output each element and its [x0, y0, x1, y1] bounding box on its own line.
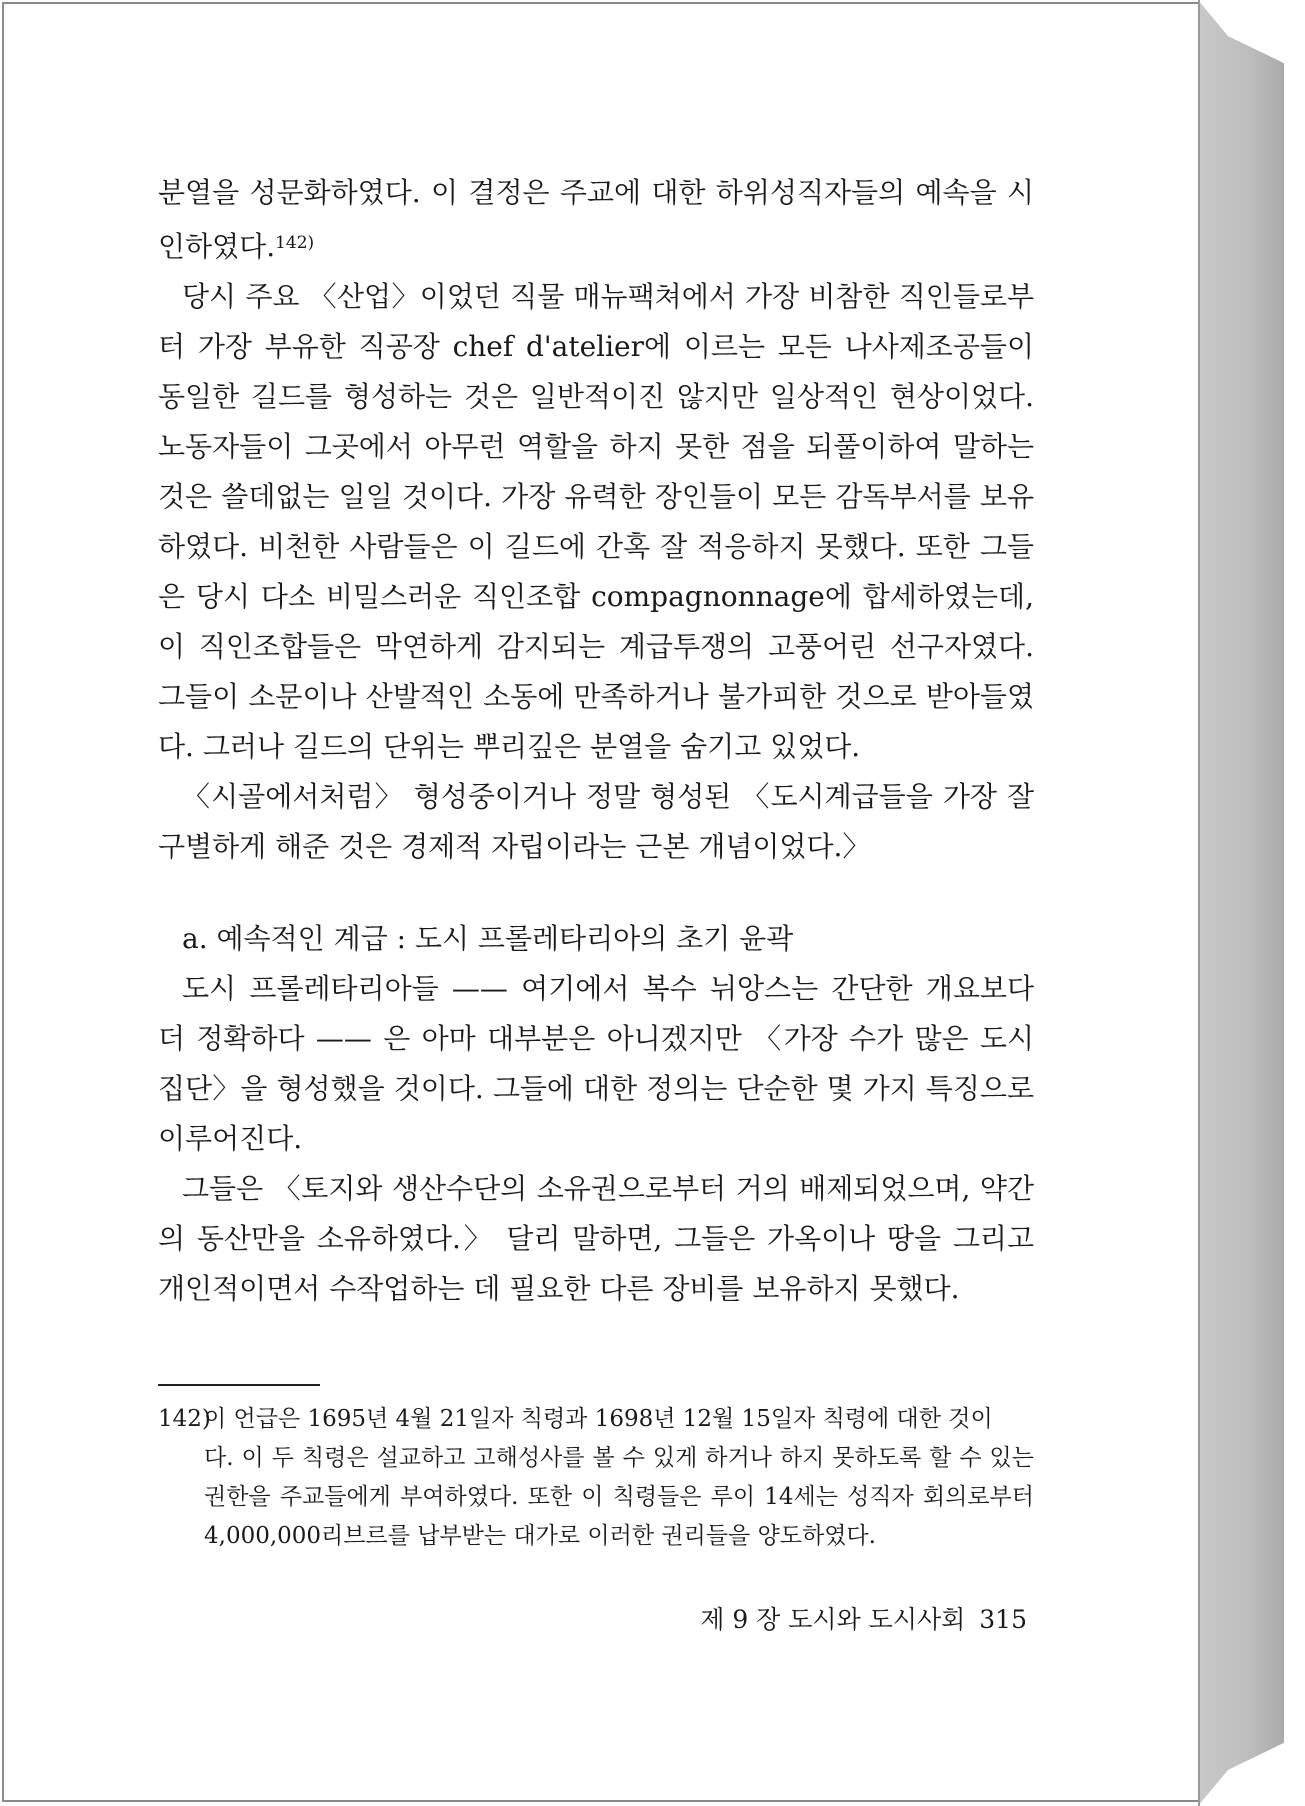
footnote-142 — [158, 1400, 1034, 1556]
footnote-first-text: 이 언급은 1695년 4월 21일자 칙령과 1698년 12월 15일자 칙령에 대한 것이 — [204, 1406, 993, 1432]
body-text — [158, 168, 1034, 1314]
paragraph-5: 그들은 〈토지와 생산수단의 소유권으로부터 거의 배제되었으며, 약간의 동산만을 소유하였다.〉 달리 말하면, 그들은 가옥이나 땅을 그리고 개인적이면서 수작업하는 데 필요한 다른 장비를 보유하지 못했다. — [158, 1172, 1034, 1305]
paragraph-4: 도시 프롤레타리아들 —— 여기에서 복수 뉘앙스는 간단한 개요보다 더 정확하다 —— 은 아마 대부분은 아니겠지만 〈가장 수가 많은 도시 집단〉을 형성했을 것이다. 그들에 대한 정의는 단순한 몇 가지 특징으로 이루어진다. — [158, 972, 1034, 1155]
page-edge-shadow — [1198, 0, 1284, 1806]
footnote-number: 142) — [158, 1406, 211, 1432]
paragraph-1 — [158, 168, 1034, 272]
paragraph-2: 당시 주요 〈산업〉이었던 직물 매뉴팩쳐에서 가장 비참한 직인들로부터 가장 부유한 직공장 chef d'atelier에 이르는 모든 나사제조공들이 동일한 길드를 형성하는 것은 일반적이진 않지만 일상적인 현상이었다. 노동자들이 그곳에서 아무런 역할을 하지 못한 점을 되풀이하여 말하는 것은 쓸데없는 일일 것이다. 가장 유력한 장인들이 모든 감독부서를 보유하였다. 비천한 사람들은 이 길드에 간혹 잘 적응하지 못했다. 또한 그들은 당시 다소 비밀스러운 직인조합 compagnonnage에 합세하였는데, 이 직인조합들은 막연하게 감지되는 계급투쟁의 고풍어린 선구자였다. 그들이 소문이나 산발적인 소동에 만족하거나 불가피한 것으로 받아들였다. 그러나 길드의 단위는 뿌리깊은 분열을 숨기고 있었다. — [158, 280, 1034, 763]
page-spine-line — [1198, 0, 1200, 1806]
chapter-title: 제 9 장 도시와 도시사회 — [700, 1605, 966, 1634]
footnote-ref-142: 142) — [275, 233, 315, 253]
footnote-first-line — [158, 1400, 1034, 1439]
page-number: 315 — [979, 1605, 1027, 1634]
footnote-continuation: 다. 이 두 칙령은 설교하고 고해성사를 볼 수 있게 하거나 하지 못하도록 할 수 있는 권한을 주교들에게 부여하였다. 또한 이 칙령들은 루이 14세는 성직자 회의로부터 4,000,000리브르를 납부받는 대가로 이러한 권리들을 양도하였다. — [204, 1445, 1034, 1549]
paragraph-1-text: 분열을 성문화하였다. 이 결정은 주교에 대한 하위성직자들의 예속을 시인하였다. — [158, 176, 1034, 263]
footnote-divider — [158, 1384, 320, 1386]
running-footer — [686, 1600, 1027, 1640]
section-heading: a. 예속적인 계급 : 도시 프롤레타리아의 초기 윤곽 — [182, 922, 794, 955]
paragraph-3: 〈시골에서처럼〉 형성중이거나 정말 형성된 〈도시계급들을 가장 잘 구별하게 해준 것은 경제적 자립이라는 근본 개념이었다.〉 — [158, 780, 1034, 863]
